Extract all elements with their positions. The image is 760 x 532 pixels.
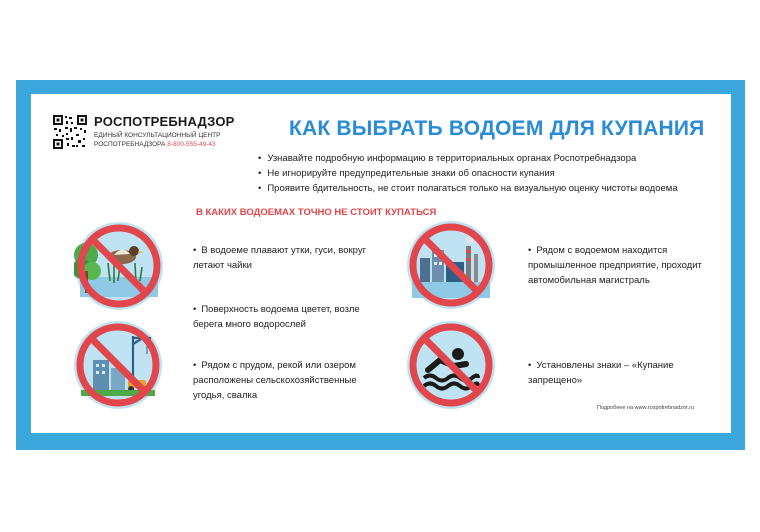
brand-name: РОСПОТРЕБНАДЗОР — [94, 114, 235, 129]
brand-center-line1: ЕДИНЫЙ КОНСУЛЬТАЦИОННЫЙ ЦЕНТР — [94, 132, 221, 139]
birds-icon — [74, 221, 164, 311]
item-birds-line1: В водоеме плавают утки, гуси, вокруг — [201, 245, 367, 256]
brand-phone: 8-800-555-49-43 — [167, 141, 216, 148]
source-link[interactable]: Подробнее на www.rospotrebnadzor.ru — [597, 405, 694, 411]
item-farmland-line2: расположены сельскохозяйственные — [193, 375, 357, 386]
item-signs-line2: запрещено» — [528, 375, 583, 386]
tips-list — [258, 151, 678, 196]
item-signs-line1: Установлены знаки – «Купание — [536, 360, 674, 371]
item-farmland-line1: Рядом с прудом, рекой или озером — [201, 360, 356, 371]
item-signs: • Установлены знаки – «Купание запрещено» — [528, 360, 674, 386]
brand-center-line2 — [94, 141, 216, 148]
page-title: КАК ВЫБРАТЬ ВОДОЕМ ДЛЯ КУПАНИЯ — [289, 117, 705, 140]
item-birds: • В водоеме плавают утки, гуси, вокруг летают чайки — [193, 245, 367, 271]
warning-heading: В КАКИХ ВОДОЕМАХ ТОЧНО НЕ СТОИТ КУПАТЬСЯ — [196, 207, 437, 218]
swimmer-icon — [406, 320, 496, 410]
item-industry-line1: Рядом с водоемом находится — [536, 245, 668, 256]
item-farmland: • Рядом с прудом, рекой или озером расположены сельскохозяйственные угодья, свалка — [193, 360, 357, 401]
construction-icon — [73, 320, 163, 410]
item-algae: • Поверхность водоема цветет, возле берега много водорослей — [193, 304, 360, 330]
item-farmland-line3: угодья, свалка — [193, 390, 258, 401]
item-birds-line2: летают чайки — [193, 260, 252, 271]
tip-item: • Проявите бдительность, не стоит полагаться только на визуальную оценку чистоты водоема — [258, 181, 678, 196]
item-industry-line3: автомобильная магистраль — [528, 275, 650, 286]
item-algae-line1: Поверхность водоема цветет, возле — [201, 304, 360, 315]
factory-icon — [406, 220, 496, 310]
tip-item: • Узнавайте подробную информацию в территориальных органах Роспотребнадзора — [258, 151, 678, 166]
item-algae-line2: берега много водорослей — [193, 319, 306, 330]
qr-code-icon — [52, 114, 88, 150]
item-industry-line2: промышленное предприятие, проходит — [528, 260, 702, 271]
brand-center-line2-text: РОСПОТРЕБНАДЗОРА — [94, 141, 166, 148]
item-industry: • Рядом с водоемом находится промышленное предприятие, проходит автомобильная магистраль — [528, 245, 702, 286]
tip-item: • Не игнорируйте предупредительные знаки об опасности купания — [258, 166, 678, 181]
